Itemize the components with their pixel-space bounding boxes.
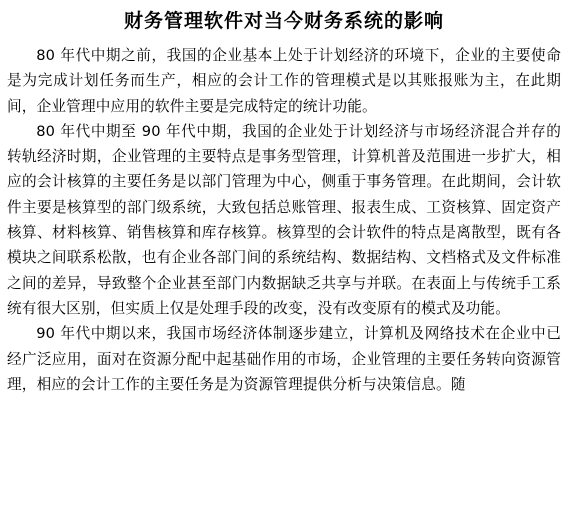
paragraph-3: 90 年代中期以来，我国市场经济体制逐步建立，计算机及网络技术在企业中已经广泛应用，面对在资源分配中起基础作用的市场，企业管理的主要任务转向资源管理，相应的会计工作的主要任务是为资源管理提供分析与决策信息。随	[7, 325, 561, 393]
paragraph-2: 80 年代中期至 90 年代中期，我国的企业处于计划经济与市场经济混合并存的转轨经济时期，企业管理的主要特点是事务型管理，计算机普及范围进一步扩大，相应的会计核算的主要任务是以部门管理为中心，侧重于事务管理。在此期间，会计软件主要是核算型的部门级系统，大致包括总账管理、报表生成、工资核算、固定资产核算、材料核算、销售核算和库存核算。核算型的会计软件的特点是离散型，既有各模块之间联系松散，也有企业各部门间的系统结构、数据结构、文档格式及文件标准之间的差异，导致整个企业甚至部门内数据缺乏共享与并联。在表面上与传统手工系统有很大区别，但实质上仅是处理手段的改变，没有改变原有的模式及功能。	[7, 122, 561, 317]
paragraph-1: 80 年代中期之前，我国的企业基本上处于计划经济的环境下，企业的主要使命是为完成计划任务而生产，相应的会计工作的管理模式是以其账报账为主，在此期间，企业管理中应用的软件主要是完成特定的统计功能。	[7, 47, 561, 115]
document-title: 财务管理软件对当今财务系统的影响	[123, 10, 444, 32]
